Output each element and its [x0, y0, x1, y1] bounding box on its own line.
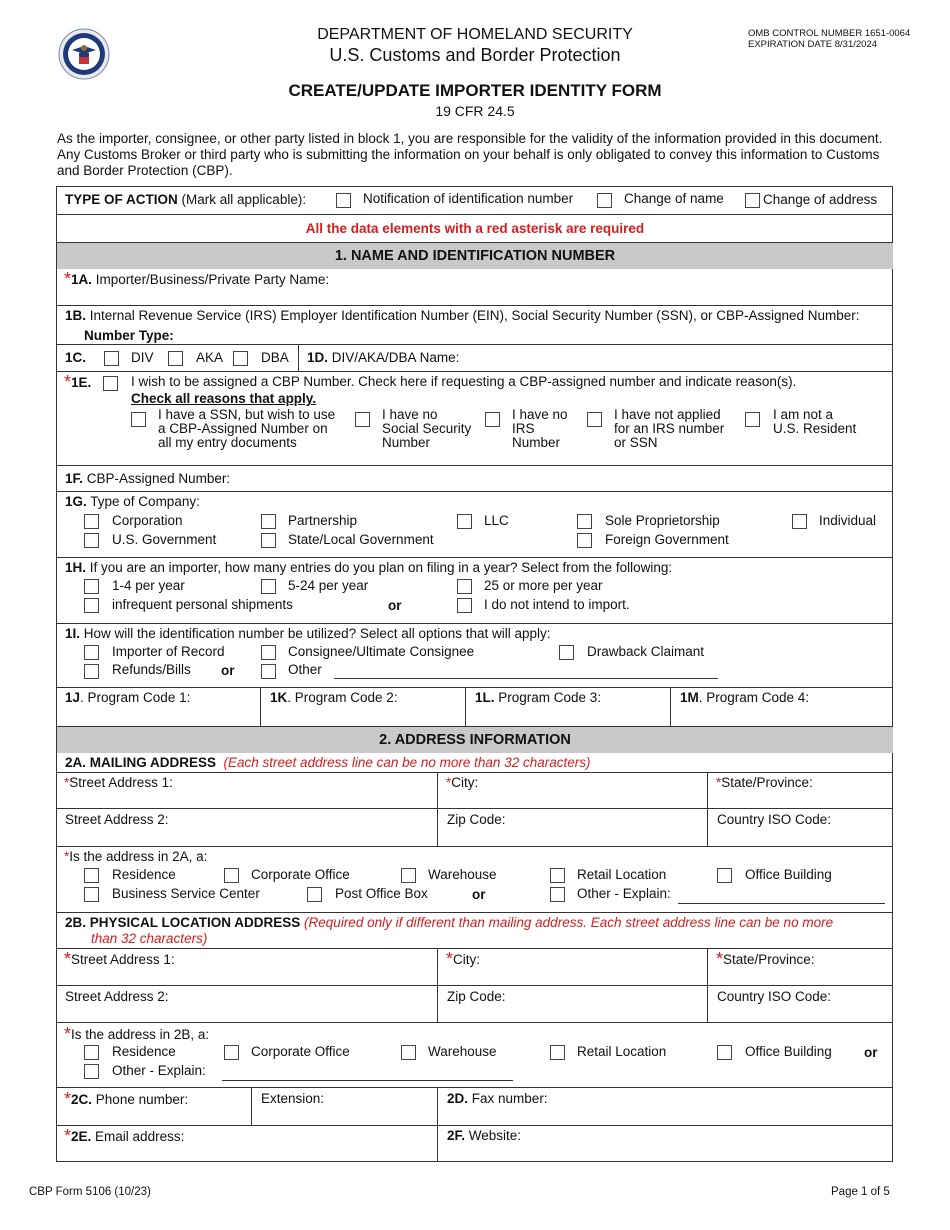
program-code-2-label: 1K. Program Code 2: [270, 690, 398, 705]
mailing-street1-label: *Street Address 1: [64, 775, 173, 790]
page-number: Page 1 of 5 [831, 1186, 890, 1198]
extension-label: Extension: [261, 1091, 325, 1106]
omb-control-number: OMB CONTROL NUMBER 1651-0064 [748, 28, 911, 39]
us-government-checkbox[interactable] [84, 533, 99, 548]
partnership-checkbox[interactable] [261, 514, 276, 529]
reason-not-applied-label: I have not applied for an IRS number or SSN [614, 407, 725, 450]
mail-retail-label: Retail Location [577, 867, 667, 882]
reason-not-resident-label: I am not a U.S. Resident [773, 407, 857, 436]
mail-residence-checkbox[interactable] [84, 868, 99, 883]
reason-ssn-checkbox[interactable] [131, 412, 146, 427]
change-of-address-checkbox[interactable] [745, 193, 760, 208]
physical-street1-label: *Street Address 1: [64, 949, 175, 969]
field-1c-num: 1C. [65, 350, 87, 365]
reason-not-applied-checkbox[interactable] [587, 412, 602, 427]
fax-label: 2D. Fax number: [447, 1091, 548, 1106]
or-connector: or [472, 887, 486, 902]
us-government-label: U.S. Government [112, 532, 217, 547]
phys-retail-checkbox[interactable] [550, 1045, 565, 1060]
reason-no-ssn-checkbox[interactable] [355, 412, 370, 427]
llc-label: LLC [484, 513, 509, 528]
mailing-street2-label: Street Address 2: [65, 812, 169, 827]
type-of-action-label: TYPE OF ACTION (Mark all applicable): [65, 192, 307, 207]
mail-other-checkbox[interactable] [550, 887, 565, 902]
entries-25-plus-checkbox[interactable] [457, 579, 472, 594]
field-1i-label: 1I. How will the identification number be utilized? Select all options that will apply: [65, 626, 551, 641]
aka-checkbox[interactable] [168, 351, 183, 366]
individual-label: Individual [819, 513, 877, 528]
reason-no-irs-checkbox[interactable] [485, 412, 500, 427]
phys-office-building-label: Office Building [745, 1044, 832, 1059]
mail-office-building-checkbox[interactable] [717, 868, 732, 883]
mail-po-box-label: Post Office Box [335, 886, 428, 901]
other-use-input-line[interactable] [334, 678, 718, 679]
consignee-label: Consignee/Ultimate Consignee [288, 644, 475, 659]
importer-of-record-label: Importer of Record [112, 644, 225, 659]
agency-name: U.S. Customs and Border Protection [329, 45, 621, 65]
mail-warehouse-checkbox[interactable] [401, 868, 416, 883]
notification-label: Notification of identification number [363, 191, 574, 206]
or-connector: or [388, 598, 402, 613]
other-use-label: Other [288, 662, 322, 677]
phys-corporate-office-label: Corporate Office [251, 1044, 350, 1059]
dba-label: DBA [261, 350, 289, 365]
physical-zip-label: Zip Code: [447, 989, 506, 1004]
drawback-claimant-label: Drawback Claimant [587, 644, 705, 659]
mail-po-box-checkbox[interactable] [307, 887, 322, 902]
request-cbp-number-checkbox[interactable] [103, 376, 118, 391]
other-use-checkbox[interactable] [261, 664, 276, 679]
mail-business-service-label: Business Service Center [112, 886, 260, 901]
or-connector: or [864, 1045, 878, 1060]
phys-corporate-office-checkbox[interactable] [224, 1045, 239, 1060]
reason-not-resident-checkbox[interactable] [745, 412, 760, 427]
reason-ssn-label: I have a SSN, but wish to use a CBP-Assigned Number on all my entry documents [158, 407, 336, 450]
consignee-checkbox[interactable] [261, 645, 276, 660]
or-connector: or [221, 663, 235, 678]
phys-other-label: Other - Explain: [112, 1063, 206, 1078]
mailing-type-label: *Is the address in 2A, a: [64, 849, 208, 864]
phone-label: *2C. Phone number: [64, 1089, 189, 1109]
entries-5-24-checkbox[interactable] [261, 579, 276, 594]
field-1e-num: *1E. [64, 372, 92, 392]
mail-business-service-checkbox[interactable] [84, 887, 99, 902]
email-label: *2E. Email address: [64, 1126, 185, 1146]
website-label: 2F. Website: [447, 1128, 522, 1143]
mail-retail-checkbox[interactable] [550, 868, 565, 883]
div-label: DIV [131, 350, 154, 365]
physical-state-label: *State/Province: [716, 949, 815, 969]
phys-warehouse-label: Warehouse [428, 1044, 497, 1059]
sole-proprietorship-label: Sole Proprietorship [605, 513, 720, 528]
phys-other-input-line[interactable] [222, 1080, 513, 1081]
state-local-government-checkbox[interactable] [261, 533, 276, 548]
importer-of-record-checkbox[interactable] [84, 645, 99, 660]
div-checkbox[interactable] [104, 351, 119, 366]
mail-other-input-line[interactable] [678, 903, 885, 904]
number-type-label: Number Type: [84, 328, 174, 343]
mailing-address-title: 2A. MAILING ADDRESS (Each street address line can be no more than 32 characters) [65, 755, 591, 770]
sole-proprietorship-checkbox[interactable] [577, 514, 592, 529]
field-1h-label: 1H. If you are an importer, how many entries do you plan on filing in a year? Select from the following: [65, 560, 673, 575]
field-1a-label: *1A. Importer/Business/Private Party Name: [64, 269, 330, 289]
physical-country-label: Country ISO Code: [717, 989, 832, 1004]
mail-corporate-office-label: Corporate Office [251, 867, 350, 882]
infrequent-shipments-checkbox[interactable] [84, 598, 99, 613]
mailing-city-label: *City: [446, 775, 479, 790]
no-import-label: I do not intend to import. [484, 597, 630, 612]
physical-address-note-2: than 32 characters) [91, 931, 208, 946]
partnership-label: Partnership [288, 513, 358, 528]
mail-office-building-label: Office Building [745, 867, 832, 882]
notification-checkbox[interactable] [336, 193, 351, 208]
program-code-1-label: 1J. Program Code 1: [65, 690, 191, 705]
form-title: CREATE/UPDATE IMPORTER IDENTITY FORM [288, 81, 662, 100]
reason-no-ssn-label: I have no Social Security Number [382, 407, 472, 450]
mail-other-label: Other - Explain: [577, 886, 671, 901]
corporation-label: Corporation [112, 513, 183, 528]
corporation-checkbox[interactable] [84, 514, 99, 529]
program-code-4-label: 1M. Program Code 4: [680, 690, 810, 705]
phys-residence-checkbox[interactable] [84, 1045, 99, 1060]
foreign-government-checkbox[interactable] [577, 533, 592, 548]
physical-street2-label: Street Address 2: [65, 989, 169, 1004]
mailing-state-label: *State/Province: [716, 775, 813, 790]
phys-office-building-checkbox[interactable] [717, 1045, 732, 1060]
department-name: DEPARTMENT OF HOMELAND SECURITY [317, 26, 633, 43]
phys-warehouse-checkbox[interactable] [401, 1045, 416, 1060]
field-1f-label: 1F. CBP-Assigned Number: [65, 471, 231, 486]
change-of-address-label: Change of address [763, 192, 878, 207]
llc-checkbox[interactable] [457, 514, 472, 529]
entries-1-4-checkbox[interactable] [84, 579, 99, 594]
omb-info [748, 28, 910, 50]
entries-1-4-label: 1-4 per year [112, 578, 185, 593]
entries-25-plus-label: 25 or more per year [484, 578, 603, 593]
dba-checkbox[interactable] [233, 351, 248, 366]
refunds-bills-label: Refunds/Bills [112, 662, 191, 677]
physical-type-label: *Is the address in 2B, a: [64, 1024, 210, 1044]
field-1b-label: 1B. Internal Revenue Service (IRS) Employer Identification Number (EIN), Social Security Number (SSN), or CBP-Assigned Number: [65, 308, 860, 323]
expiration-date: EXPIRATION DATE 8/31/2024 [748, 39, 878, 50]
mailing-country-label: Country ISO Code: [717, 812, 832, 827]
physical-address-title: 2B. PHYSICAL LOCATION ADDRESS (Required only if different than mailing address. Each street address line can be no more [65, 915, 834, 930]
required-note: All the data elements with a red asterisk are required [305, 221, 645, 236]
cfr-reference: 19 CFR 24.5 [435, 103, 515, 119]
reason-no-irs-label: I have no IRS Number [512, 407, 568, 450]
field-1d-label: 1D. DIV/AKA/DBA Name: [307, 350, 460, 365]
refunds-bills-checkbox[interactable] [84, 664, 99, 679]
individual-checkbox[interactable] [792, 514, 807, 529]
mail-corporate-office-checkbox[interactable] [224, 868, 239, 883]
aka-label: AKA [196, 350, 224, 365]
program-code-3-label: 1L. Program Code 3: [475, 690, 602, 705]
foreign-government-label: Foreign Government [605, 532, 729, 547]
infrequent-shipments-label: infrequent personal shipments [112, 597, 293, 612]
field-1e-label: I wish to be assigned a CBP Number. Check here if requesting a CBP-assigned number and indicate reason(s). [131, 374, 797, 389]
change-of-name-label: Change of name [624, 191, 724, 206]
phys-other-checkbox[interactable] [84, 1064, 99, 1079]
section1-heading: 1. NAME AND IDENTIFICATION NUMBER [57, 243, 893, 269]
change-of-name-checkbox[interactable] [597, 193, 612, 208]
check-all-reasons: Check all reasons that apply. [131, 391, 317, 406]
mailing-zip-label: Zip Code: [447, 812, 506, 827]
section2-heading: 2. ADDRESS INFORMATION [57, 727, 893, 753]
phys-residence-label: Residence [112, 1044, 176, 1059]
mail-warehouse-label: Warehouse [428, 867, 497, 882]
state-local-government-label: State/Local Government [288, 532, 434, 547]
no-import-checkbox[interactable] [457, 598, 472, 613]
field-1g-label: 1G. Type of Company: [65, 494, 200, 509]
physical-city-label: *City: [446, 949, 481, 969]
phys-retail-label: Retail Location [577, 1044, 667, 1059]
intro-paragraph: As the importer, consignee, or other party listed in block 1, you are responsible for the validity of the information provided in this document. Any Customs Broker or third party who is submitting the information on your behalf is only obligated to convey this information to Customs and Border Protection (CBP). [57, 131, 883, 178]
drawback-claimant-checkbox[interactable] [559, 645, 574, 660]
form-id: CBP Form 5106 (10/23) [29, 1186, 151, 1198]
mail-residence-label: Residence [112, 867, 176, 882]
entries-5-24-label: 5-24 per year [288, 578, 369, 593]
